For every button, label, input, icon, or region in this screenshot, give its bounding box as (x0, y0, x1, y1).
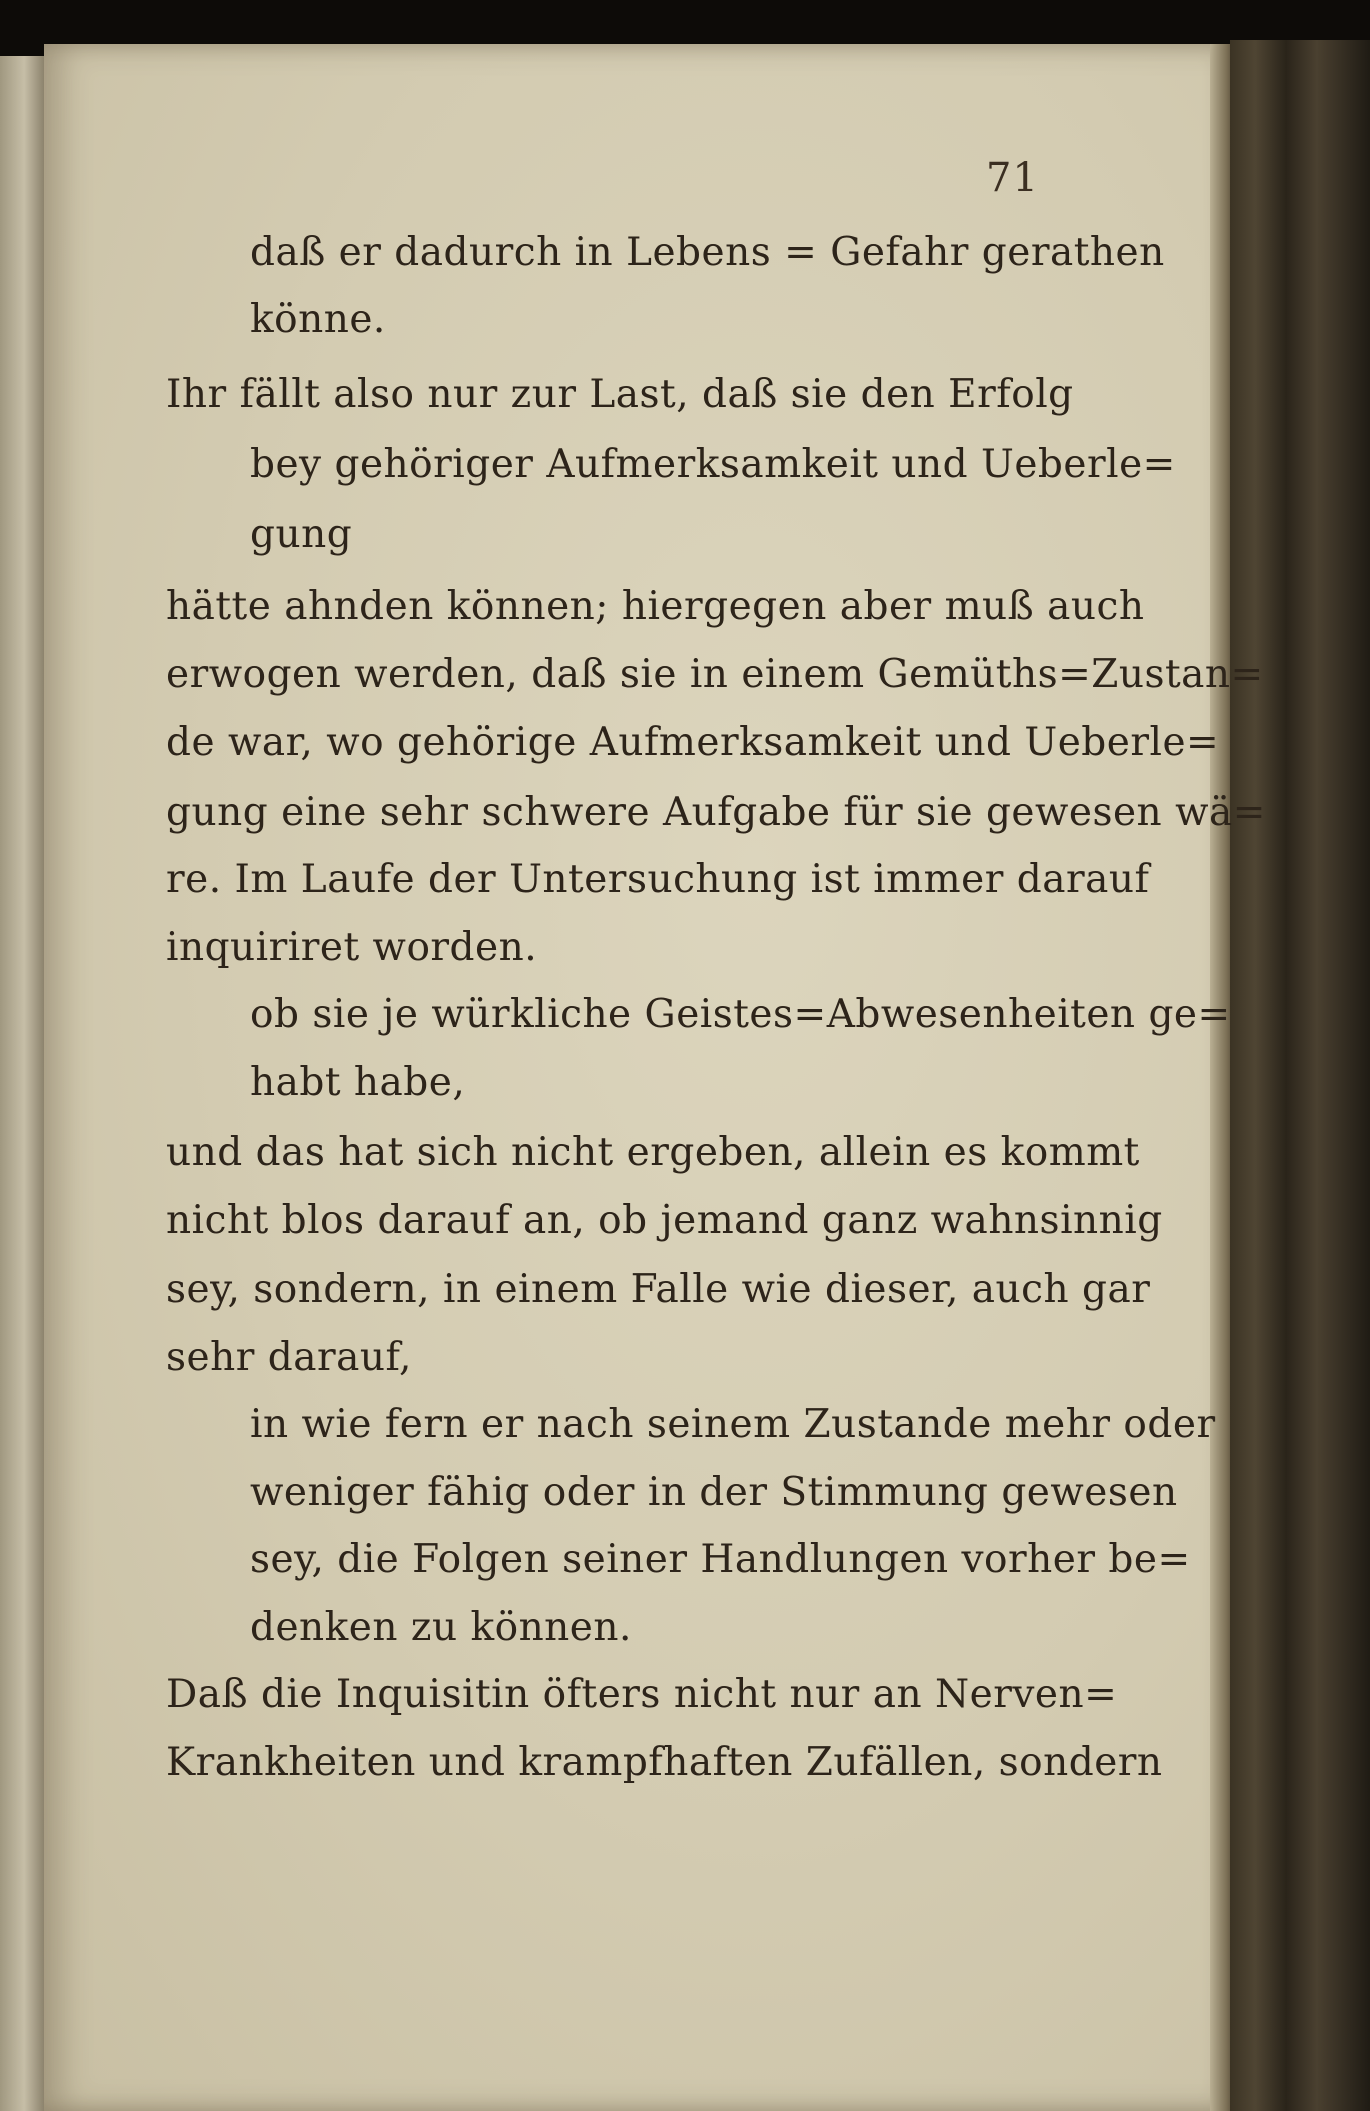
text-line: ob sie je würkliche Geistes=Abwesenheiten ge= (250, 992, 1231, 1037)
text-line: gung (250, 512, 353, 557)
text-line: sey, die Folgen seiner Handlungen vorher be= (250, 1537, 1191, 1582)
text-line: bey gehöriger Aufmerksamkeit und Ueberle= (250, 442, 1176, 487)
text-line: habt habe, (250, 1060, 466, 1105)
text-line: Daß die Inquisitin öfters nicht nur an Nerven= (166, 1672, 1118, 1717)
text-line: könne. (250, 297, 386, 342)
text-line: sey, sondern, in einem Falle wie dieser, auch gar (166, 1267, 1151, 1312)
text-line: weniger fähig oder in der Stimmung gewesen (250, 1470, 1178, 1515)
text-line: gung eine sehr schwere Aufgabe für sie gewesen wä= (166, 790, 1266, 835)
text-line: re. Im Laufe der Untersuchung ist immer darauf (166, 857, 1150, 902)
text-line: sehr darauf, (166, 1335, 412, 1380)
text-line: inquiriret worden. (166, 925, 538, 970)
text-line: daß er dadurch in Lebens = Gefahr gerathen (250, 230, 1165, 275)
text-line: nicht blos darauf an, ob jemand ganz wahnsinnig (166, 1198, 1163, 1243)
text-line: de war, wo gehörige Aufmerksamkeit und Ueberle= (166, 720, 1220, 765)
text-line: hätte ahnden können; hiergegen aber muß auch (166, 584, 1145, 629)
text-line: denken zu können. (250, 1605, 632, 1650)
page-number: 71 (986, 155, 1039, 201)
text-line: erwogen werden, daß sie in einem Gemüths=Zustan= (166, 652, 1264, 697)
text-line: Krankheiten und krampfhaften Zufällen, sondern (166, 1740, 1163, 1785)
text-line: Ihr fällt also nur zur Last, daß sie den Erfolg (166, 372, 1074, 417)
text-line: in wie fern er nach seinem Zustande mehr oder (250, 1402, 1216, 1447)
text-line: und das hat sich nicht ergeben, allein es kommt (166, 1130, 1140, 1175)
